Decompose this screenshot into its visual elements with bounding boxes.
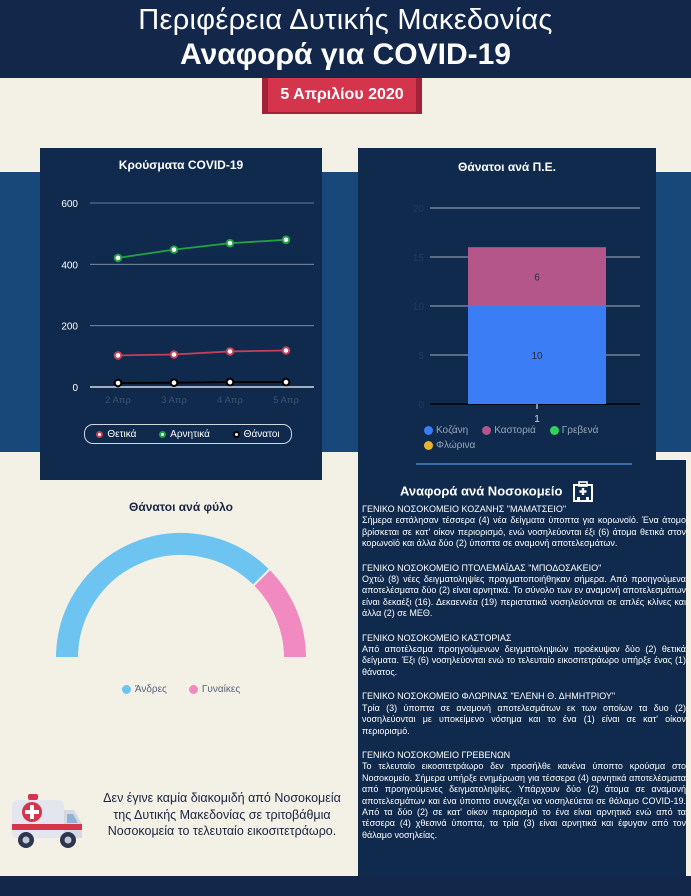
hospital-entry-grevena <box>362 750 686 841</box>
legend-kozani[interactable]: Κοζάνη <box>424 424 468 437</box>
region-title: Περιφέρεια Δυτικής Μακεδονίας <box>138 4 553 36</box>
data-point <box>171 351 178 358</box>
gender-legend <box>40 684 322 695</box>
hospital-text: Το τελευταίο εικοσιτετράωρο δεν προσήλθε κανένα ύποπτο κρούσμα στο Νοσοκομείο. Σήμερα υπήρξε ενημέρωση για τέσσερα (4) αρνητικά αποτελέσματα από προηγούμενες δειγματοληψίες. Υπάρχουν δύο (2) άτομα σε αναμονή αποτελεσμάτων και ένα ύποπτο συνεχίζει να νοσηλεύεται σε θάλαμο COVID-19. Από τα δύο (2) σε κατ' οίκον περιορισμό το ένα είναι αρνητικό ενώ από τα τέσσερα (4) χθεσινά ύποπτα, τα τρία (3) είναι αρνητικά και έφυγαν από τον θάλαμο νοσηλείας. <box>362 761 686 840</box>
hospital-entry-kozani <box>362 504 686 550</box>
gender-half-donut <box>40 522 322 672</box>
y-tick-label: 200 <box>61 321 78 333</box>
report-title: Αναφορά για COVID-19 <box>180 38 511 71</box>
x-tick-label: 4 Απρ <box>217 395 243 406</box>
y-tick-label: 20 <box>412 204 424 215</box>
hospitals-title: Αναφορά ανά Νοσοκομείο <box>362 481 632 503</box>
x-tick-label: 3 Απρ <box>161 395 187 406</box>
hospital-name: ΓΕΝΙΚΟ ΝΟΣΟΚΟΜΕΙΟ ΚΑΣΤΟΡΙΑΣ <box>362 632 512 643</box>
x-tick-label: 2 Απρ <box>105 395 131 406</box>
legend-positive[interactable]: Θετικά <box>96 429 136 440</box>
legend-men[interactable]: Άνδρες <box>122 684 167 695</box>
data-point <box>227 240 234 247</box>
legend-negative[interactable]: Αρνητικά <box>159 429 210 440</box>
hospital-text: Σήμερα εστάλησαν τέσσερα (4) νέα δείγματα ύποπτα για κορωνοϊό. Ένα άτομο βρίσκεται σε κατ' οίκον περιορισμό, ενώ νοσηλεύονται έξι (6) άτομα θετικά στον κορωνοϊό και άλλα δύο (2) ύποπτα σε αναμονή αποτελεσμάτων. <box>362 515 686 549</box>
hospital-icon <box>572 481 594 503</box>
gender-chart-title: Θάνατοι ανά φύλο <box>129 500 233 514</box>
legend-grevena[interactable]: Γρεβενά <box>550 424 599 437</box>
hospital-name: ΓΕΝΙΚΟ ΝΟΣΟΚΟΜΕΙΟ ΠΤΟΛΕΜΑΪΔΑΣ "ΜΠΟΔΟΣΑΚΕΙΟ" <box>362 562 602 573</box>
y-tick-label: 600 <box>61 199 78 210</box>
series-line <box>118 382 286 383</box>
data-point <box>171 246 178 253</box>
hospital-reports <box>362 504 686 854</box>
segment-label: 10 <box>531 351 543 362</box>
y-tick-label: 0 <box>418 400 424 411</box>
cases-legend <box>84 424 292 444</box>
series-line <box>118 351 286 356</box>
data-point <box>227 379 234 386</box>
deaths-region-stacked-bar <box>358 178 656 448</box>
hospital-entry-florina <box>362 691 686 737</box>
data-point <box>283 379 290 386</box>
series-line <box>118 240 286 258</box>
transfer-note: Δεν έγινε καμία διακομιδή από Νοσοκομεία της Δυτικής Μακεδονίας σε τριτοβάθμια Νοσοκομεία το τελευταίο εικοσιτετράωρο. <box>103 791 341 838</box>
data-point <box>283 347 290 354</box>
data-point <box>171 379 178 386</box>
data-point <box>227 348 234 355</box>
hospital-name: ΓΕΝΙΚΟ ΝΟΣΟΚΟΜΕΙΟ ΚΟΖΑΝΗΣ "ΜΑΜΑΤΣΕΙΟ" <box>362 504 567 514</box>
legend-kastoria[interactable]: Καστοριά <box>482 424 536 437</box>
data-point <box>115 255 122 262</box>
y-tick-label: 400 <box>61 260 78 272</box>
donut-slice <box>253 569 307 658</box>
x-tick-label: 5 Απρ <box>273 395 299 406</box>
data-point <box>115 380 122 387</box>
hospitals-divider <box>416 463 632 465</box>
footer-band <box>0 876 691 896</box>
deaths-region-panel <box>358 148 656 460</box>
hospital-text: Από αποτέλεσμα προηγούμενων δειγματοληψιών προέκυψαν δύο (2) θετικά δείγματα. Έξι (6) νοσηλεύονται ενώ το τελευταίο εικοσιτετράωρο υπήρξε ένας (1) θάνατος. <box>362 644 686 677</box>
cases-chart-title: Κρούσματα COVID-19 <box>118 158 244 172</box>
cases-line-chart <box>40 178 322 448</box>
cases-chart-panel <box>40 148 322 480</box>
legend-florina[interactable]: Φλώρινα <box>424 439 475 452</box>
donut-slice <box>55 532 270 658</box>
data-point <box>283 237 290 244</box>
deaths-region-title: Θάνατοι ανά Π.Ε. <box>458 160 556 174</box>
y-tick-label: 0 <box>72 383 78 394</box>
deaths-region-legend <box>424 424 644 454</box>
hospital-text: Τρία (3) ύποπτα σε αναμονή αποτελεσμάτων εκ των οποίων τα δυο (2) νοσηλεύονται με υποκείμενο νόσημα και το ένα (1) είναι σε κατ' οίκον περιορισμό. <box>362 702 686 736</box>
hospital-name: ΓΕΝΙΚΟ ΝΟΣΟΚΟΜΕΙΟ ΦΛΩΡΙΝΑΣ "ΕΛΕΝΗ Θ. ΔΗΜΗΤΡΙΟΥ" <box>362 691 616 702</box>
hospital-name: ΓΕΝΙΚΟ ΝΟΣΟΚΟΜΕΙΟ ΓΡΕΒΕΝΩΝ <box>362 749 511 760</box>
legend-women[interactable]: Γυναίκες <box>189 684 240 695</box>
x-tick-label: 1 <box>534 414 540 425</box>
hospital-entry-ptolemaida <box>362 563 686 620</box>
hospital-entry-kastoria <box>362 633 686 679</box>
y-tick-label: 10 <box>412 302 424 313</box>
ambulance-icon <box>10 788 84 854</box>
segment-label: 6 <box>534 272 540 284</box>
legend-deaths[interactable]: Θάνατοι <box>233 429 280 440</box>
hospital-text: Οχτώ (8) νέες δειγματοληψίες πραγματοποιήθηκαν σήμερα. Από προηγούμενα αποτελέσματα δύο (2) είναι αρνητικά. Το σύνολο των εν αναμονή αποτελεσμάτων είναι δεκαέξι (16). Δεκαεννέα (19) περιστατικά νοσηλεύονται σε απλές κλίνες και άλλα (2) σε ΜΕΘ. <box>362 574 686 619</box>
data-point <box>115 352 122 359</box>
y-tick-label: 15 <box>412 253 424 264</box>
date-ribbon: 5 Απριλίου 2020 <box>268 78 416 112</box>
y-tick-label: 5 <box>418 351 424 362</box>
